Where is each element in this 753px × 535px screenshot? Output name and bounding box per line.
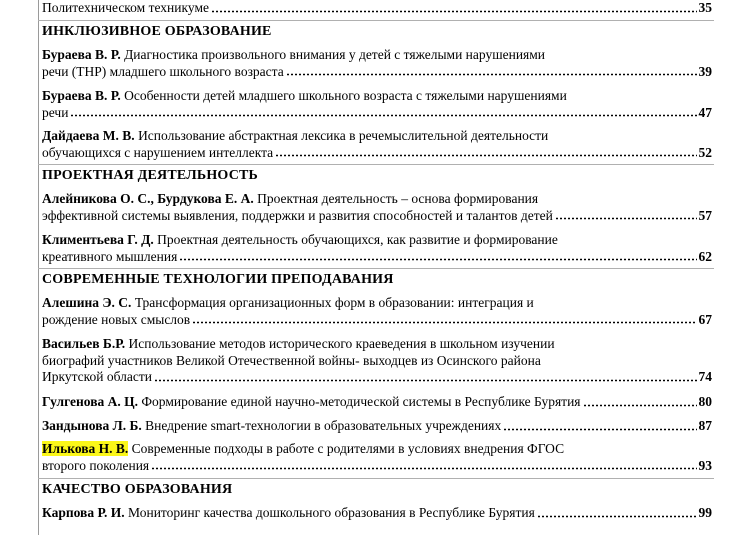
section-heading-tech: СОВРЕМЕННЫЕ ТЕХНОЛОГИИ ПРЕПОДАВАНИЯ (42, 272, 394, 287)
toc-entry[interactable] (42, 191, 712, 224)
row-divider (38, 20, 714, 21)
page-number: 93 (698, 457, 712, 473)
dot-leader (211, 10, 697, 13)
page-number: 57 (698, 207, 712, 223)
toc-entry-top (42, 0, 712, 17)
dot-leader (537, 515, 697, 518)
page-number: 35 (698, 0, 712, 15)
entry-author-highlighted: Илькова Н. В. (42, 441, 129, 456)
entry-title: Диагностика произвольного внимания у детей с тяжелыми нарушениями (124, 47, 546, 62)
entry-author: Алейникова О. С., Бурдукова Е. А. (42, 191, 254, 206)
entry-title: Современные подходы в работе с родителями в условиях внедрения ФГОС (131, 441, 565, 456)
entry-title: Формирование единой научно-методической системы в Республике Бурятия (141, 394, 581, 409)
page-number: 80 (698, 394, 712, 409)
page-number: 39 (698, 63, 712, 79)
entry-title-cont: обучающихся с нарушением интеллекта (42, 144, 274, 160)
section-heading-quality: КАЧЕСТВО ОБРАЗОВАНИЯ (42, 482, 233, 497)
dot-leader (70, 114, 696, 117)
dot-leader (179, 258, 696, 261)
toc-entry[interactable] (42, 88, 712, 121)
dot-leader (151, 467, 696, 470)
dot-leader (583, 404, 697, 407)
entry-title-cont: рождение новых смыслов (42, 311, 191, 327)
entry-author: Бураева В. Р. (42, 47, 121, 62)
row-divider (38, 164, 714, 165)
entry-title: Проектная деятельность – основа формирования (257, 191, 539, 206)
toc-entry[interactable] (42, 232, 712, 265)
entry-title: Особенности детей младшего школьного возраста с тяжелыми нарушениями (124, 88, 567, 103)
entry-title-cont: второго поколения (42, 457, 150, 473)
entry-title: Использование методов исторического краеведения в школьном изучении (128, 336, 555, 351)
entry-title: Использование абстрактная лексика в речемыслительной деятельности (138, 128, 549, 143)
toc-entry[interactable] (42, 505, 712, 522)
page-number: 52 (698, 144, 712, 160)
toc-entry[interactable] (42, 394, 712, 411)
dot-leader (192, 321, 696, 324)
page-number: 74 (698, 369, 712, 384)
entry-title-cont: Иркутской области (42, 369, 153, 384)
entry-title: Внедрение smart-технологии в образовательных учреждениях (145, 418, 502, 433)
dot-leader (503, 428, 696, 431)
toc-entry[interactable] (42, 336, 712, 386)
toc-entry[interactable] (42, 441, 712, 474)
row-divider (38, 478, 714, 479)
section-heading-inclusive: ИНКЛЮЗИВНОЕ ОБРАЗОВАНИЕ (42, 24, 272, 39)
entry-author: Бураева В. Р. (42, 88, 121, 103)
entry-title: Мониторинг качества дошкольного образования в Республике Бурятия (128, 505, 535, 520)
toc-entry[interactable] (42, 295, 712, 328)
entry-title-cont: эффективной системы выявления, поддержки и развития способностей и талантов детей (42, 207, 553, 223)
page-number: 62 (698, 248, 712, 264)
entry-title-cont: речи (42, 104, 69, 120)
page-number: 87 (698, 418, 712, 433)
entry-title-cont: креативного мышления (42, 248, 178, 264)
page-number: 67 (698, 311, 712, 327)
toc-entry[interactable] (42, 47, 712, 80)
entry-author: Зандынова Л. Б. (42, 418, 142, 433)
entry-title-cont: биографий участников Великой Отечественной войны- выходцев из Осинского района (42, 352, 541, 368)
entry-author: Васильев Б.Р. (42, 336, 126, 351)
entry-title-cont: речи (ТНР) младшего школьного возраста (42, 63, 284, 79)
row-divider (38, 268, 714, 269)
entry-author: Гулгенова А. Ц. (42, 394, 138, 409)
entry-title: Трансформация организационных форм в образовании: интеграция и (134, 295, 534, 310)
page-number: 47 (698, 104, 712, 120)
entry-author: Дайдаева М. В. (42, 128, 135, 143)
entry-author: Климентьева Г. Д. (42, 232, 154, 247)
entry-text: Политехническом техникуме (42, 0, 209, 15)
section-heading-project: ПРОЕКТНАЯ ДЕЯТЕЛЬНОСТЬ (42, 168, 258, 183)
dot-leader (154, 379, 696, 382)
dot-leader (286, 73, 697, 76)
entry-title: Проектная деятельность обучающихся, как развитие и формирование (157, 232, 558, 247)
dot-leader (555, 217, 697, 220)
toc-entry[interactable] (42, 128, 712, 161)
entry-author: Карпова Р. И. (42, 505, 125, 520)
toc-entry[interactable] (42, 418, 712, 435)
dot-leader (275, 154, 696, 157)
page-number: 99 (698, 505, 712, 520)
entry-author: Алешина Э. С. (42, 295, 132, 310)
